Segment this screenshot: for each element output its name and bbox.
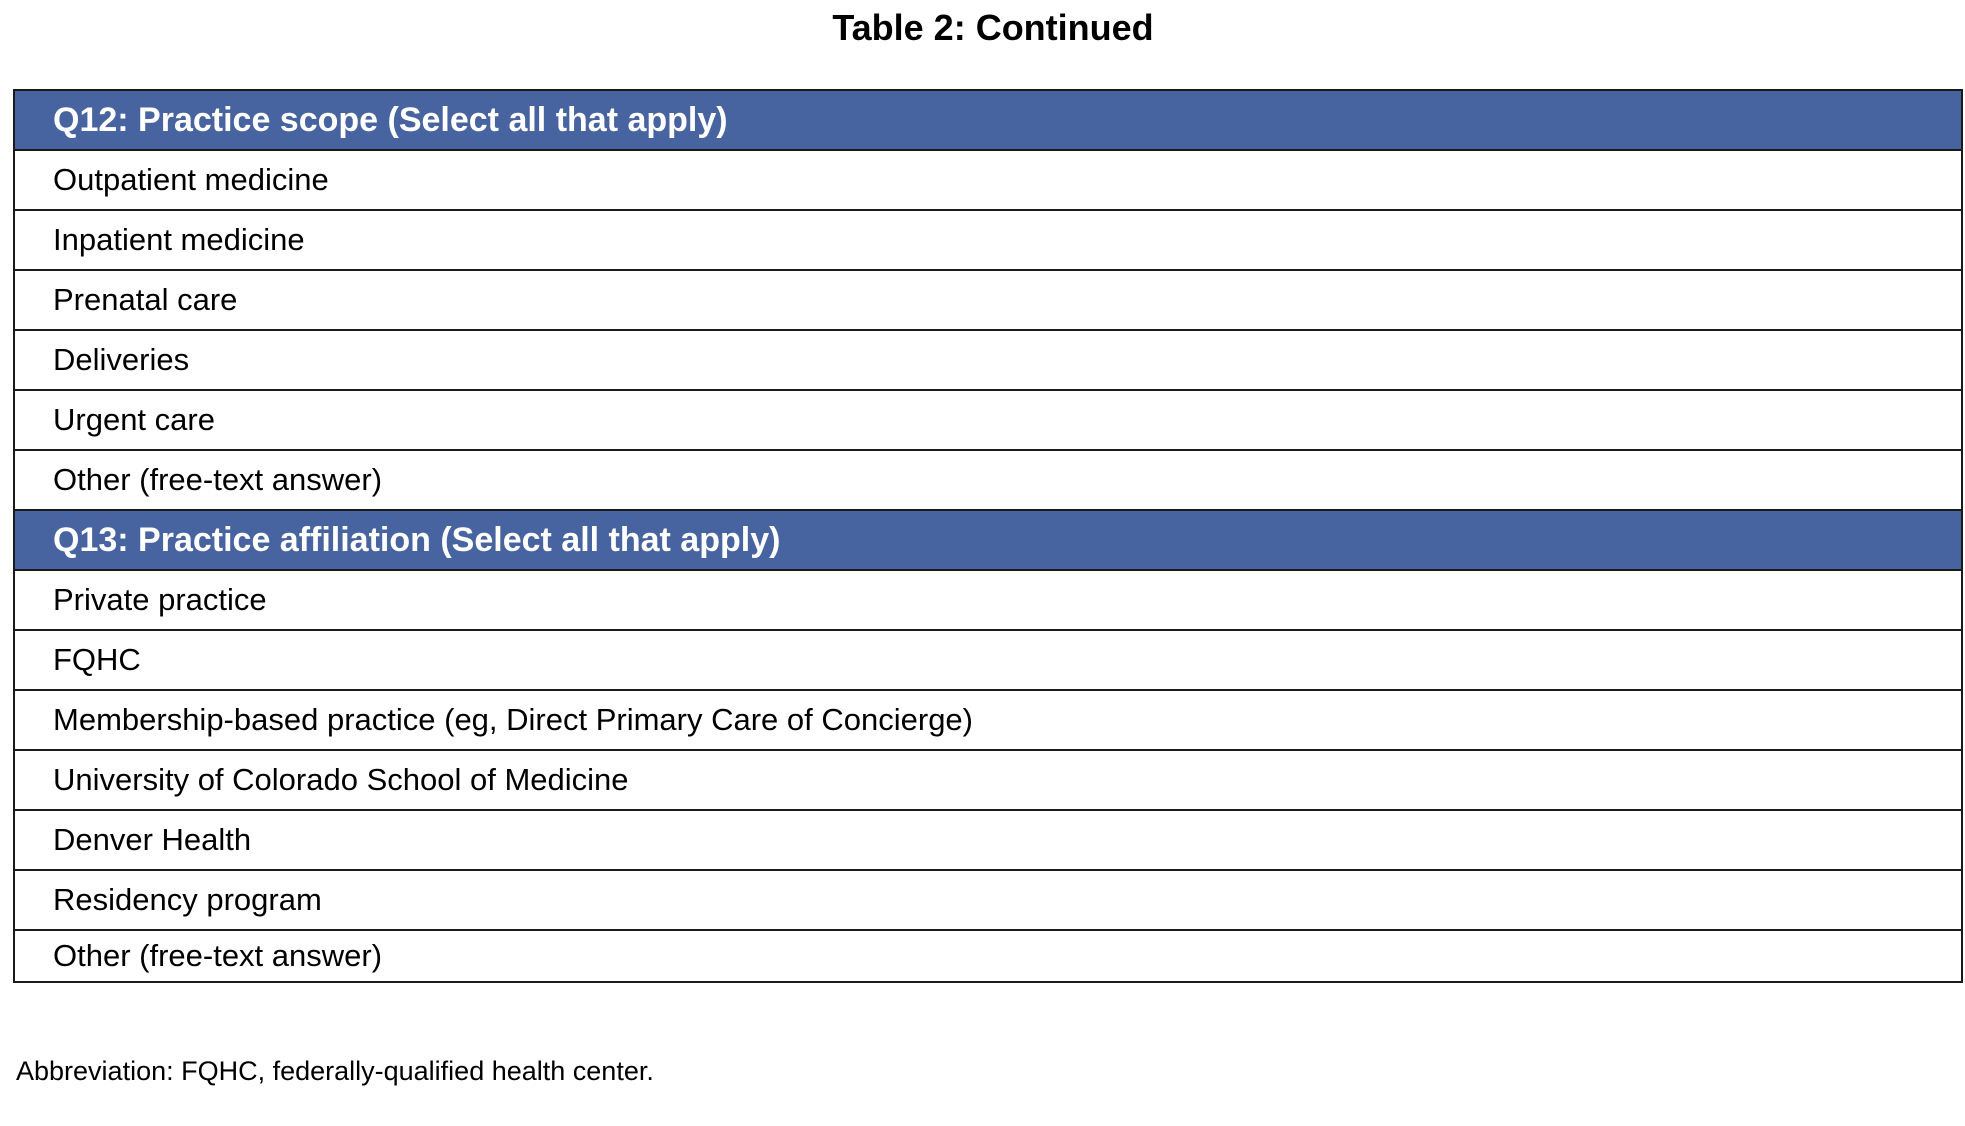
option-cell: Other (free-text answer) — [14, 930, 1962, 982]
table-row — [14, 630, 1962, 690]
table-footnote: Abbreviation: FQHC, federally-qualified health center. — [16, 1056, 654, 1086]
option-cell: Deliveries — [14, 330, 1962, 390]
table-row — [14, 750, 1962, 810]
table-row — [14, 210, 1962, 270]
table-row — [14, 330, 1962, 390]
option-cell: FQHC — [14, 630, 1962, 690]
option-cell: Denver Health — [14, 810, 1962, 870]
table-row — [14, 270, 1962, 330]
section-header-row — [14, 510, 1962, 570]
table-row — [14, 690, 1962, 750]
option-cell: Membership-based practice (eg, Direct Primary Care of Concierge) — [14, 690, 1962, 750]
table-row — [14, 870, 1962, 930]
table-row — [14, 810, 1962, 870]
option-cell: Residency program — [14, 870, 1962, 930]
question-13-header: Q13: Practice affiliation (Select all that apply) — [14, 510, 1962, 570]
option-cell: University of Colorado School of Medicine — [14, 750, 1962, 810]
option-cell: Inpatient medicine — [14, 210, 1962, 270]
option-cell: Prenatal care — [14, 270, 1962, 330]
table-title: Table 2: Continued — [832, 7, 1154, 48]
survey-options-table — [13, 89, 1963, 983]
table-row — [14, 450, 1962, 510]
table-row — [14, 570, 1962, 630]
section-header-row — [14, 90, 1962, 150]
question-12-header: Q12: Practice scope (Select all that apply) — [14, 90, 1962, 150]
option-cell: Other (free-text answer) — [14, 450, 1962, 510]
option-cell: Urgent care — [14, 390, 1962, 450]
table-row — [14, 150, 1962, 210]
table-row — [14, 390, 1962, 450]
table-row — [14, 930, 1962, 982]
option-cell: Private practice — [14, 570, 1962, 630]
option-cell: Outpatient medicine — [14, 150, 1962, 210]
